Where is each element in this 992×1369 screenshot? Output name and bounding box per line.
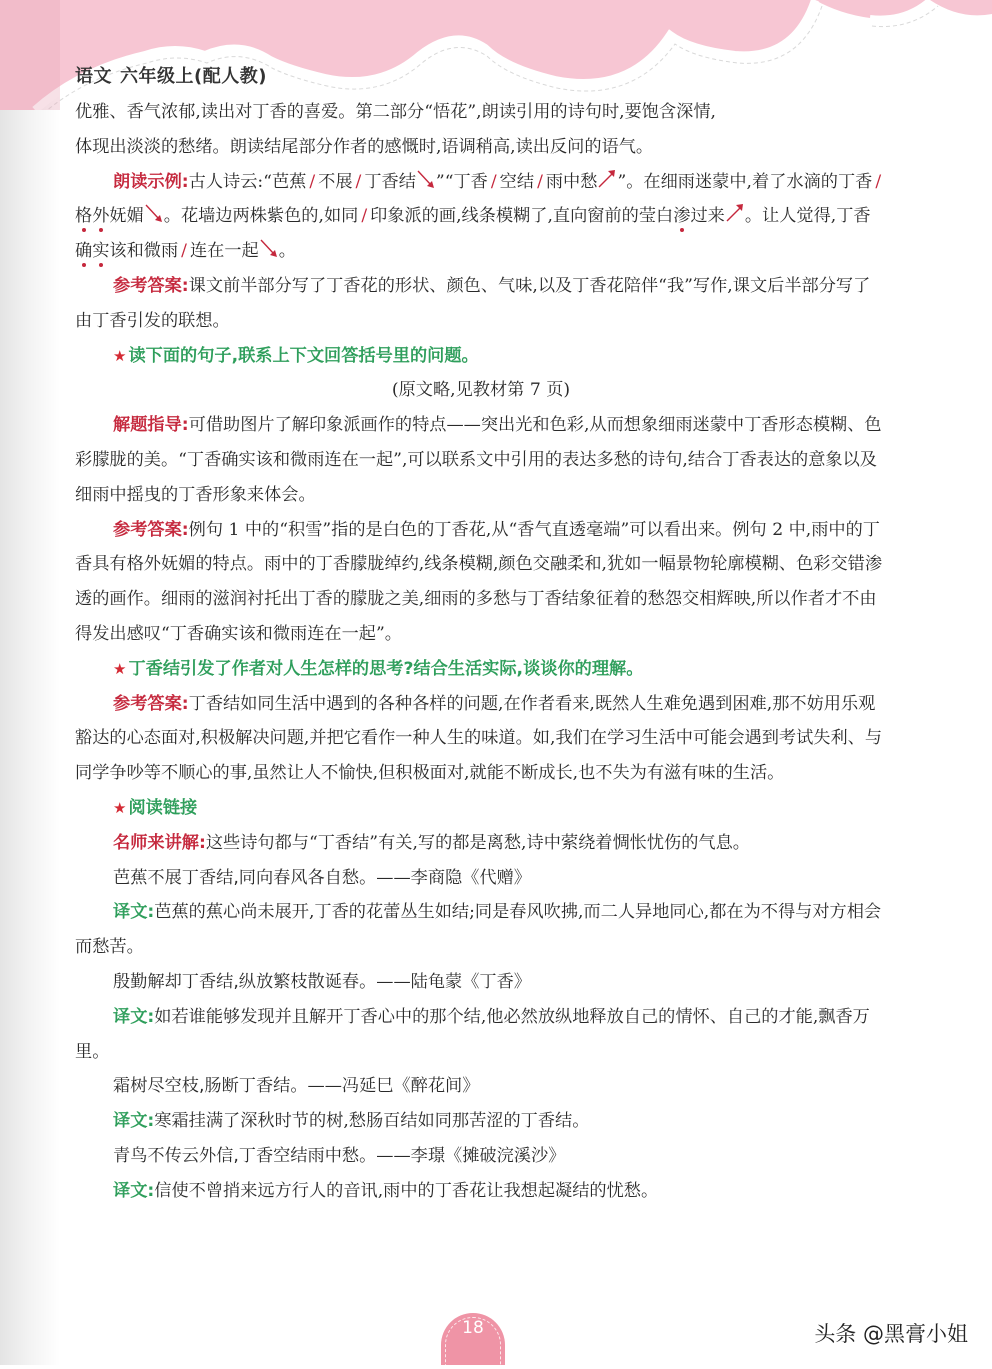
cloud-header-decoration [0, 0, 992, 110]
stress-dot-char: 渗 [673, 206, 691, 227]
book-title [75, 62, 267, 88]
poem-source: ——冯延巳《醉花间》 [307, 1076, 480, 1097]
falling-tone-arrow-icon [416, 168, 436, 190]
solving-guide-label: 解题指导: [113, 415, 189, 436]
page-number-badge [441, 1313, 505, 1365]
stress-dot-char: 外 [92, 206, 110, 227]
reference-answer-label: 参考答案: [113, 693, 189, 714]
rising-tone-arrow-icon [597, 168, 617, 190]
page-content [75, 95, 887, 1209]
watermark: 头条 @黑膏小姐 [814, 1322, 968, 1346]
star-icon: ★ [113, 798, 127, 817]
reading-example-label: 朗读示例: [113, 171, 189, 192]
poem-line: 殷勤解却丁香结,纵放繁枝散诞春。——陆龟蒙《丁香》 [113, 971, 531, 992]
poem-source: ——李璟《摊破浣溪沙》 [376, 1145, 566, 1166]
pause-mark: / [181, 241, 187, 262]
poem-line: 霜树尽空枝,肠断丁香结。——冯延巳《醉花间》 [113, 1076, 480, 1097]
poem-line: 芭蕉不展丁香结,同向春风各自愁。——李商隐《代赠》 [113, 867, 531, 888]
stress-dot-char: 实 [92, 241, 110, 262]
rising-tone-arrow-icon [725, 202, 745, 224]
pause-mark: / [490, 171, 497, 192]
poem-translation: 译文:芭蕉的蕉心尚未展开,丁香的花蕾丛生如结;同是春风吹拂,而二人异地同心,都在为不得与对方相会而愁苦。 [75, 902, 882, 958]
answer-paragraph-1: 参考答案:课文前半部分写了丁香花的形状、颜色、气味,以及丁香花陪伴“我”写作,课文后半部分写了由丁香引发的联想。 [75, 275, 871, 331]
falling-tone-arrow-icon [259, 237, 279, 259]
guide-paragraph: 解题指导:可借助图片了解印象派画作的特点——突出光和色彩,从而想象细雨迷蒙中丁香形态模糊、色彩朦胧的美。“丁香确实该和微雨连在一起”,可以联系文中引用的表达多愁的诗句,结合丁香表达的意象以及细雨中摇曳的丁香形象来体会。 [75, 415, 882, 505]
answer-paragraph-2: 参考答案:例句 1 中的“积雪”指的是白色的丁香花,从“香气直透毫端”可以看出来。例句 2 中,雨中的丁香具有格外妩媚的特点。雨中的丁香朦胧绰约,线条模糊,颜色交融柔和,犹如一幅景物轮廓模糊、色彩交错渗透的画作。细雨的滋润衬托出丁香的朦胧之美,细雨的多愁与丁香结象征着的愁怨交相辉映,所以作者才不由得发出感叹“丁香确实该和微雨连在一起”。 [75, 519, 883, 644]
star-icon: ★ [113, 659, 127, 678]
question-heading-1: ★ 读下面的句子,联系上下文回答括号里的问题。 [113, 345, 479, 366]
reading-example-paragraph: 朗读示例:古人诗云:“芭蕉 / 不展 / 丁香结 ”“丁香 / 空结 / 雨中愁 ”。在细雨迷蒙中,着了水滴的丁香 /格外妩媚 。花墙边两株紫色的,如同 / 印象派的画,线条模糊了,直向窗前的莹白渗过来 。让人觉得,丁香确实该和微雨 / 连在一起 。 [75, 165, 887, 269]
pause-mark: / [875, 171, 882, 192]
grade-label: 六年级上(配人教) [120, 66, 267, 87]
subject-label: 语文 [75, 66, 112, 87]
omitted-text-note: (原文略,见教材第 7 页) [391, 380, 571, 401]
pause-mark: / [361, 206, 368, 227]
reference-answer-label: 参考答案: [113, 519, 189, 540]
falling-tone-arrow-icon [144, 202, 164, 224]
poem-source: ——陆龟蒙《丁香》 [376, 971, 531, 992]
reference-answer-label: 参考答案: [113, 275, 189, 296]
translation-label: 译文: [113, 902, 155, 923]
answer-paragraph-3: 参考答案:丁香结如同生活中遇到的各种各样的问题,在作者看来,既然人生难免遇到困难,那不妨用乐观豁达的心态面对,积极解决问题,并把它看作一种人生的味道。如,我们在学习生活中可能会遇到考试失利、与同学争吵等不顺心的事,虽然让人不愉快,但积极面对,就能不断成长,也不失为有滋有味的生活。 [75, 693, 883, 784]
question-heading-2: ★ 丁香结引发了作者对人生怎样的思考?结合生活实际,谈谈你的理解。 [113, 658, 644, 679]
poem-source: ——李商隐《代赠》 [376, 867, 531, 888]
page-number: 18 [462, 1318, 484, 1338]
stress-dot-char: 确 [75, 241, 93, 262]
pause-mark: / [537, 171, 543, 192]
poem-translation: 译文:寒霜挂满了深秋时节的树,愁肠百结如同那苦涩的丁香结。 [113, 1111, 590, 1132]
translation-label: 译文: [113, 1180, 155, 1201]
teacher-explanation-label: 名师来讲解: [113, 832, 206, 853]
teacher-explanation-paragraph: 名师来讲解:这些诗句都与“丁香结”有关,写的都是离愁,诗中萦绕着惆怅忧伤的气息。 [113, 832, 750, 853]
stress-dot-char: 格 [75, 206, 93, 227]
poem-line: 青鸟不传云外信,丁香空结雨中愁。——李璟《摊破浣溪沙》 [113, 1145, 566, 1166]
poem-translation: 译文:如若谁能够发现并且解开丁香心中的那个结,他必然放纵地释放自己的情怀、自己的才能,飘香万里。 [75, 1006, 870, 1062]
reading-link-heading: ★ 阅读链接 [113, 797, 198, 818]
translation-label: 译文: [113, 1006, 155, 1027]
pause-mark: / [355, 171, 362, 192]
star-icon: ★ [113, 346, 127, 365]
poem-translation: 译文:信使不曾捎来远方行人的音讯,雨中的丁香花让我想起凝结的忧愁。 [113, 1180, 659, 1201]
binding-gutter-shadow [0, 0, 60, 1365]
intro-paragraph: 优雅、香气浓郁,读出对丁香的喜爱。第二部分“悟花”,朗读引用的诗句时,要饱含深情, 体现出淡淡的愁绪。朗读结尾部分作者的感慨时,语调稍高,读出反问的语气。 [75, 102, 716, 157]
translation-label: 译文: [113, 1111, 155, 1132]
pause-mark: / [309, 171, 316, 192]
